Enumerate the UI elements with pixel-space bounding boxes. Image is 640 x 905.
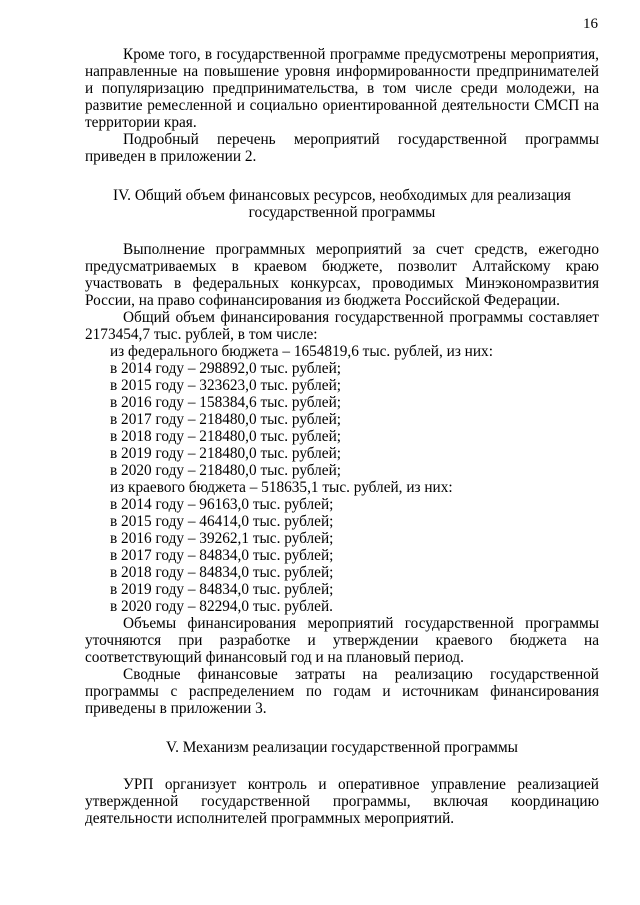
federal-year-2016: в 2016 году – 158384,6 тыс. рублей; <box>110 394 342 411</box>
section-4-paragraph-2: Общий объем финансирования государственной программы составляет 2173454,7 тыс. рублей, в том числе: <box>85 309 599 343</box>
regional-year-2018: в 2018 году – 84834,0 тыс. рублей; <box>110 564 334 581</box>
regional-budget-header: из краевого бюджета – 518635,1 тыс. рублей, из них: <box>110 479 453 496</box>
section-5-paragraph-1: УРП организует контроль и оперативное управление реализацией утвержденной государственной программы, включая координацию деятельности исполнителей программных мероприятий. <box>85 776 599 827</box>
federal-year-2015: в 2015 году – 323623,0 тыс. рублей; <box>110 377 342 394</box>
federal-year-2020: в 2020 году – 218480,0 тыс. рублей; <box>110 462 342 479</box>
section-5-heading: V. Механизм реализации государственной программы <box>166 739 518 756</box>
document-body <box>85 46 599 827</box>
federal-budget-header: из федерального бюджета – 1654819,6 тыс. рублей, из них: <box>110 343 493 360</box>
section-4-paragraph-1: Выполнение программных мероприятий за счет средств, ежегодно предусматриваемых в краевом бюджете, позволит Алтайскому краю участвовать в федеральных конкурсах, проводимых Минэкономразвития России, на право софинансирования из бюджета Российской Федерации. <box>85 241 599 309</box>
regional-year-2015: в 2015 году – 46414,0 тыс. рублей; <box>110 513 334 530</box>
federal-year-2017: в 2017 году – 218480,0 тыс. рублей; <box>110 411 342 428</box>
federal-year-2018: в 2018 году – 218480,0 тыс. рублей; <box>110 428 342 445</box>
regional-year-2019: в 2019 году – 84834,0 тыс. рублей; <box>110 581 334 598</box>
regional-year-2017: в 2017 году – 84834,0 тыс. рублей; <box>110 547 334 564</box>
regional-year-2020: в 2020 году – 82294,0 тыс. рублей. <box>110 598 333 615</box>
regional-year-2014: в 2014 году – 96163,0 тыс. рублей; <box>110 496 334 513</box>
page-number: 16 <box>583 16 598 32</box>
federal-year-2014: в 2014 году – 298892,0 тыс. рублей; <box>110 360 342 377</box>
federal-year-2019: в 2019 году – 218480,0 тыс. рублей; <box>110 445 342 462</box>
intro-paragraph-1: Кроме того, в государственной программе предусмотрены мероприятия, направленные на повышение уровня информированности предпринимателей и популяризацию предпринимательства, в том числе среди молодежи, на развитие ремесленной и социально ориентированной деятельности СМСП на территории края. <box>85 46 599 131</box>
section-4-paragraph-3: Объемы финансирования мероприятий государственной программы уточняются при разработке и утверждении краевого бюджета на соответствующий финансовый год и на плановый период. <box>85 615 599 666</box>
regional-year-2016: в 2016 году – 39262,1 тыс. рублей; <box>110 530 334 547</box>
section-4-heading: IV. Общий объем финансовых ресурсов, необходимых для реализация государственной программы <box>113 187 571 221</box>
intro-paragraph-2: Подробный перечень мероприятий государственной программы приведен в приложении 2. <box>85 131 599 165</box>
section-4-paragraph-4: Сводные финансовые затраты на реализацию государственной программы с распределением по годам и источникам финансирования приведены в приложении 3. <box>85 666 599 717</box>
